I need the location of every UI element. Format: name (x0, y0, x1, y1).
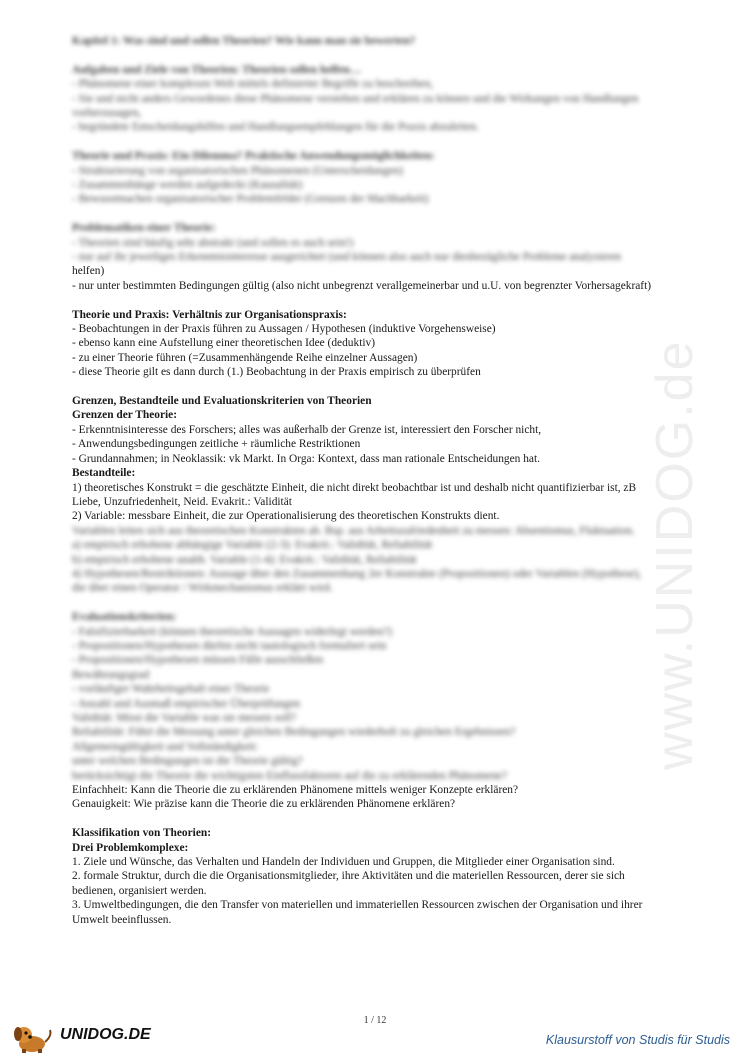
blank-line (72, 207, 720, 221)
section-heading: Kapitel 1: Was sind und sollen Theorien? Wie kann man sie bewerten? (72, 35, 416, 47)
logo-text: UNIDOG.DE (60, 1026, 151, 1043)
section-heading: Klassifikation von Theorien: (72, 827, 212, 840)
text-line: - Anzahl und Ausmaß empirischer Überprüfungen (72, 697, 301, 710)
section-heading: Grenzen, Bestandteile und Evaluationskriterien von Theorien (72, 395, 372, 408)
text-line: 4) Hypothesen/Restriktionen: Aussage über den Zusammenhang 2er Konstrukte (Propositionen) oder Variablen (Hypothese), (72, 567, 642, 580)
text-line: - Sie und nicht anders Gewordenes diese Phänomene verstehen und erklären zu können und die Wirkungen von Handlungen (72, 92, 639, 105)
text-line: - Beobachtungen in der Praxis führen zu Aussagen / Hypothesen (induktive Vorgehensweise) (72, 323, 496, 336)
text-line: Allgemeingültigkeit und Vollständigkeit: (72, 740, 259, 753)
text-line: berücksichtigt die Theorie die wichtigsten Einflussfaktoren auf die zu erklärenden Phänomene? (72, 769, 508, 782)
text-line: vorherzusagen, (72, 107, 142, 120)
blank-line (72, 135, 720, 149)
text-line: - Grundannahmen; in Neoklassik: vk Markt. In Orga: Kontext, dass man rationale Entscheidungen hat. (72, 452, 540, 465)
section-heading: Problematiken einer Theorie: (72, 222, 216, 235)
blank-line (72, 293, 720, 307)
section-heading: Grenzen der Theorie: (72, 409, 178, 422)
text-line: Genauigkeit: Wie präzise kann die Theorie die zu erklärenden Phänomene erklären? (72, 798, 456, 811)
text-line: - Theorien sind häufig sehr abstrakt (und sollen es auch sein!) (72, 236, 354, 249)
text-line: Umwelt beeinflussen. (72, 913, 172, 926)
blank-line (72, 380, 720, 394)
text-line: 3. Umweltbedingungen, die den Transfer von materiellen und immateriellen Ressourcen zwischen der Organisation und ihrer (72, 899, 643, 912)
text-line: - Anwendungsbedingungen zeitliche + räumliche Restriktionen (72, 438, 361, 451)
text-line: 2. formale Struktur, durch die die Organisationsmitglieder, ihre Aktivitäten und die materiellen Ressourcen, derer sie sich (72, 870, 625, 883)
text-line: - begründete Entscheidungshilfen und Handlungsempfehlungen für die Praxis abzuleiten. (72, 121, 480, 134)
section-heading: Theorie und Praxis: Verhältnis zur Organisationspraxis: (72, 308, 347, 321)
text-line: die über einen Operator / Wirkmechanismus erklärt wird. (72, 582, 333, 595)
section-heading: Theorie und Praxis: Ein Dilemma? Praktische Anwendungsmöglichkeiten: (72, 150, 435, 163)
text-line: Variablen leiten sich aus theoretischen Konstrukten ab. Bsp. aus Arbeitszufriedenheit zu messen: Absentismus, Fluktuation. (72, 524, 635, 537)
text-section-bottom (72, 783, 720, 927)
text-line: unter welchen Bedingungen ist die Theorie gültig? (72, 755, 303, 768)
text-line: Reliabilität: Führt die Messung unter gleichen Bedingungen wiederholt zu gleichen Ergebnissen? (72, 726, 516, 739)
section-heading: Evaluationskriterien: (72, 611, 177, 624)
document-body (72, 34, 720, 927)
text-line: - diese Theorie gilt es dann durch (1.) Beobachtung in der Praxis empirisch zu überprüfen (72, 366, 481, 379)
text-line: - zu einer Theorie führen (=Zusammenhängende Reihe einzelner Aussagen) (72, 351, 418, 364)
text-line: - Propositionen/Hypothesen dürfen nicht tautologisch formuliert sein (72, 639, 387, 652)
dog-icon (12, 1024, 58, 1054)
blank-line (72, 812, 720, 826)
text-line: bedienen, organisiert werden. (72, 884, 207, 897)
text-line: Liebe, Unzufriedenheit, Neid. Evakrit.: Validität (72, 495, 292, 508)
page-number: 1 / 12 (363, 1015, 387, 1026)
text-line: Einfachheit: Kann die Theorie die zu erklärenden Phänomene mittels weniger Konzepte erklären? (72, 784, 519, 797)
watermark-text: www.UNIDOG.de (646, 339, 704, 770)
footer-slogan: Klausurstoff von Studis für Studis (545, 1033, 730, 1047)
text-line: Bewährungsgrad (72, 668, 150, 681)
text-line: b) empirisch erhobene unabh. Variable (1-4): Evakrit.: Validität, Reliabilität (72, 553, 417, 566)
blank-line (72, 48, 720, 62)
text-line: - nur auf ihr jeweiliges Erkenntnisinteresse ausgerichtet (und können also auch nur diesbezügliche Probleme analysieren (72, 251, 622, 264)
text-line: 2) Variable: messbare Einheit, die zur Operationalisierung des theoretischen Konstrukts dient. (72, 510, 500, 523)
text-section-top (72, 264, 720, 523)
text-line: - Falsifizierbarkeit (können theoretische Aussagen widerlegt werden?) (72, 625, 393, 638)
text-line: - Erkenntnisinteresse des Forschers; alles was außerhalb der Grenze ist, interessiert den Forscher nicht, (72, 423, 542, 436)
text-line: 1. Ziele und Wünsche, das Verhalten und Handeln der Individuen und Gruppen, die Mitglieder einer Organisation sind. (72, 856, 615, 869)
section-heading: Aufgaben und Ziele von Theorien: Theorien sollen helfen… (72, 63, 362, 76)
text-line: Validität: Misst die Variable was sie messen soll? (72, 712, 297, 724)
section-heading: Bestandteile: (72, 467, 136, 480)
blurred-section-top (72, 34, 720, 264)
text-line: a) empirisch erhobene abhängige Variable (2-3): Evakrit.: Validität, Reliabilität (72, 539, 433, 552)
text-line: helfen) (72, 265, 105, 278)
blurred-section-middle (72, 524, 720, 783)
text-line: - Propositionen/Hypothesen müssen Fälle ausschließen (72, 654, 324, 667)
text-line: - vorläufiger Wahrheitsgehalt einer Theorie (72, 683, 270, 696)
text-line: - Phänomene einer komplexen Welt mittels definierter Begriffe zu beschreiben, (72, 78, 434, 91)
text-line: - ebenso kann eine Aufstellung einer theoretischen Idee (deduktiv) (72, 337, 376, 350)
blank-line (72, 596, 720, 610)
text-line: - Strukturierung von organisatorischen Phänomenen (Unterscheidungen) (72, 164, 403, 177)
text-line: - Bewusstmachen organisatorischer Problemfelder (Grenzen der Machbarkeit) (72, 193, 429, 206)
text-line: - Zusammenhänge werden aufgedeckt (Kausalität) (72, 179, 303, 192)
text-line: 1) theoretisches Konstrukt = die geschätzte Einheit, die nicht direkt beobachtbar ist und deshalb nicht quantifizierbar ist, zB (72, 481, 637, 494)
section-heading: Drei Problemkomplexe: (72, 841, 189, 854)
site-logo[interactable] (12, 1024, 162, 1054)
text-line: - nur unter bestimmten Bedingungen gültig (also nicht unbegrenzt verallgemeinerbar und u.U. von begrenzter Vorhersagekraft) (72, 279, 652, 292)
